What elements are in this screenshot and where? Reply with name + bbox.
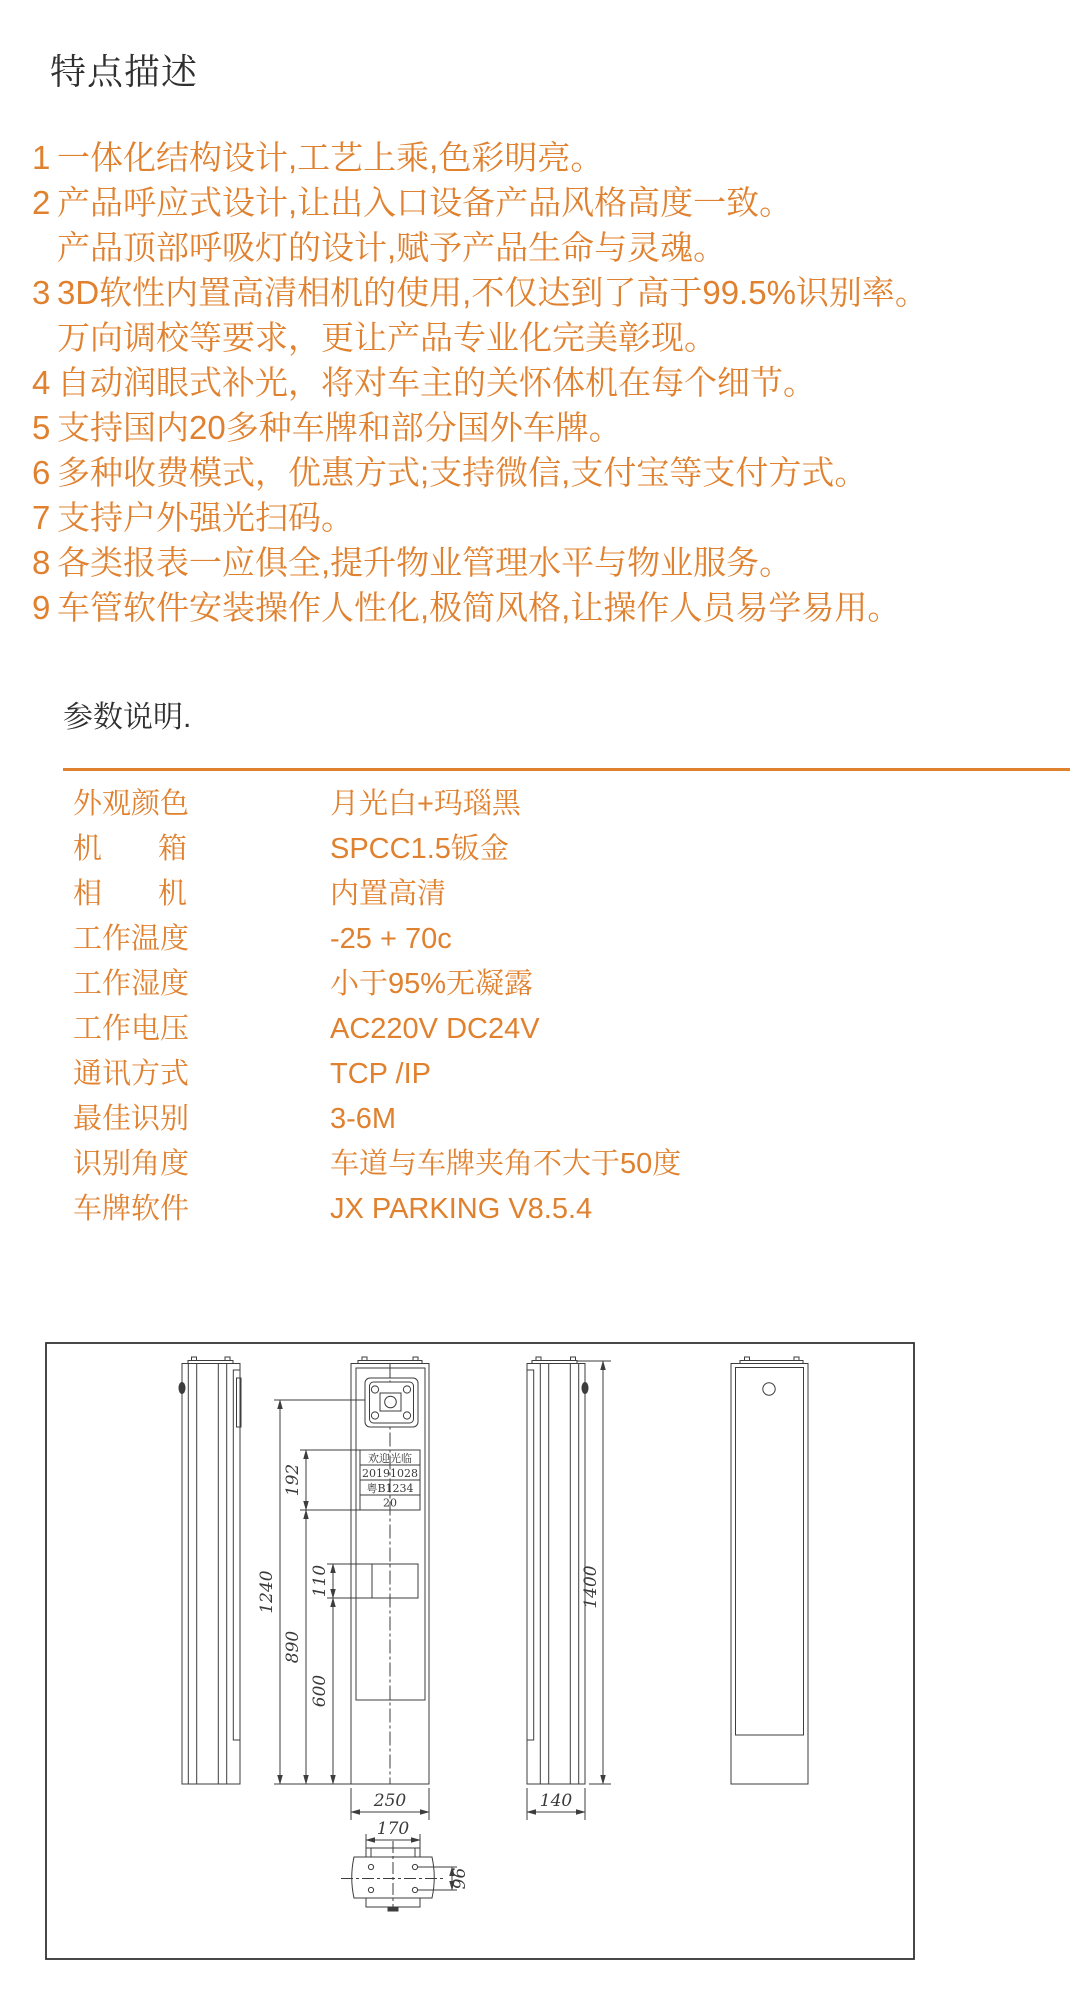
side-view-right xyxy=(527,1357,588,1784)
spec-row xyxy=(73,827,509,872)
spec-value: 小于95%无凝露 xyxy=(330,968,534,1000)
spec-row xyxy=(73,872,447,917)
feature-text: 车管软件安装操作人性化,极简风格,让操作人员易学易用。 xyxy=(57,589,901,626)
feature-number: 8 xyxy=(32,544,51,581)
feature-item xyxy=(32,270,928,315)
feature-text: 产品呼应式设计,让出入口设备产品风格高度一致。 xyxy=(57,184,793,221)
dim-110: 110 xyxy=(310,1564,330,1598)
feature-item xyxy=(32,180,792,225)
dim-1400: 1400 xyxy=(581,1565,601,1609)
feature-item xyxy=(32,360,816,405)
rear-view xyxy=(731,1357,808,1784)
feature-item xyxy=(32,450,867,495)
features-title: 特点描述 xyxy=(50,51,199,92)
display-panel xyxy=(360,1450,420,1510)
spec-row xyxy=(73,1007,540,1052)
spec-value: AC220V DC24V xyxy=(330,1013,540,1045)
spec-value: JX PARKING V8.5.4 xyxy=(330,1193,593,1225)
dim-192: 192 xyxy=(283,1463,303,1497)
spec-label: 工作电压 xyxy=(73,1013,190,1045)
feature-item xyxy=(32,495,354,540)
camera-unit xyxy=(365,1378,418,1427)
panel-text-plate: 粤B1234 xyxy=(366,1482,414,1495)
feature-item-continuation xyxy=(57,225,726,270)
rear-hole xyxy=(763,1383,775,1395)
feature-number: 9 xyxy=(32,589,51,626)
speaker-opening xyxy=(372,1564,418,1598)
dim-140: 140 xyxy=(539,1791,573,1811)
spec-label: 外观颜色 xyxy=(73,788,190,820)
feature-text: 支持户外强光扫码。 xyxy=(57,499,354,536)
spec-value: 月光白+玛瑙黑 xyxy=(330,788,521,820)
panel-text-number: 20 xyxy=(383,1496,397,1510)
side-view-left xyxy=(179,1357,241,1784)
spec-value: 内置高清 xyxy=(330,878,447,910)
dim-96: 96 xyxy=(450,1867,470,1890)
spec-row xyxy=(73,1052,431,1097)
spec-label: 工作温度 xyxy=(73,923,190,955)
spec-row xyxy=(73,1142,682,1187)
feature-item xyxy=(32,540,792,585)
feature-text: 各类报表一应俱全,提升物业管理水平与物业服务。 xyxy=(57,544,793,581)
spec-label: 机箱 xyxy=(73,833,187,865)
spec-label: 识别角度 xyxy=(73,1148,190,1180)
front-view xyxy=(351,1357,429,1784)
spec-label: 车牌软件 xyxy=(73,1193,190,1225)
spec-row xyxy=(73,1187,593,1232)
dim-890: 890 xyxy=(283,1630,303,1664)
dim-600: 600 xyxy=(310,1674,330,1708)
feature-text: 产品顶部呼吸灯的设计,赋予产品生命与灵魂。 xyxy=(57,229,727,266)
section-divider xyxy=(63,768,1070,771)
spec-value: 3-6M xyxy=(330,1103,397,1135)
dim-170: 170 xyxy=(376,1819,410,1839)
spec-label: 相机 xyxy=(73,878,187,910)
feature-number: 5 xyxy=(32,409,51,446)
feature-text: 多种收费模式，优惠方式;支持微信,支付宝等支付方式。 xyxy=(57,454,868,491)
spec-label: 工作湿度 xyxy=(73,968,190,1000)
spec-label: 最佳识别 xyxy=(73,1103,190,1135)
spec-row xyxy=(73,962,534,1007)
feature-number: 3 xyxy=(32,274,51,311)
specs-title: 参数说明. xyxy=(63,701,192,734)
feature-text: 一体化结构设计,工艺上乘,色彩明亮。 xyxy=(57,139,604,176)
feature-number: 2 xyxy=(32,184,51,221)
spec-value: 车道与车牌夹角不大于50度 xyxy=(330,1148,682,1180)
feature-text: 3D软性内置高清相机的使用,不仅达到了高于99.5%识别率。 xyxy=(57,274,928,311)
technical-drawing xyxy=(45,1342,915,1965)
feature-number: 6 xyxy=(32,454,51,491)
feature-number: 7 xyxy=(32,499,51,536)
spec-row xyxy=(73,782,521,827)
feature-item-continuation xyxy=(57,315,717,360)
dim-250: 250 xyxy=(373,1791,407,1811)
dimension-lines xyxy=(257,1361,611,1890)
feature-number: 1 xyxy=(32,139,51,176)
feature-text: 自动润眼式补光，将对车主的关怀体机在每个细节。 xyxy=(57,364,816,401)
panel-text-date: 20191028 xyxy=(362,1467,418,1480)
base-top-view xyxy=(341,1841,445,1911)
spec-row xyxy=(73,1097,397,1142)
feature-item xyxy=(32,585,900,630)
spec-label: 通讯方式 xyxy=(73,1058,190,1090)
panel-text-welcome: 欢迎光临 xyxy=(368,1452,412,1465)
spec-row xyxy=(73,917,452,962)
spec-value: SPCC1.5钣金 xyxy=(330,833,509,865)
spec-value: TCP /IP xyxy=(330,1058,431,1090)
feature-item xyxy=(32,135,603,180)
spec-value: -25 + 70c xyxy=(330,923,452,955)
drawing-frame xyxy=(46,1343,914,1959)
feature-item xyxy=(32,405,622,450)
feature-text: 万向调校等要求，更让产品专业化完美彰现。 xyxy=(57,319,717,356)
feature-text: 支持国内20多种车牌和部分国外车牌。 xyxy=(57,409,622,446)
dim-1240: 1240 xyxy=(257,1570,277,1614)
feature-number: 4 xyxy=(32,364,51,401)
